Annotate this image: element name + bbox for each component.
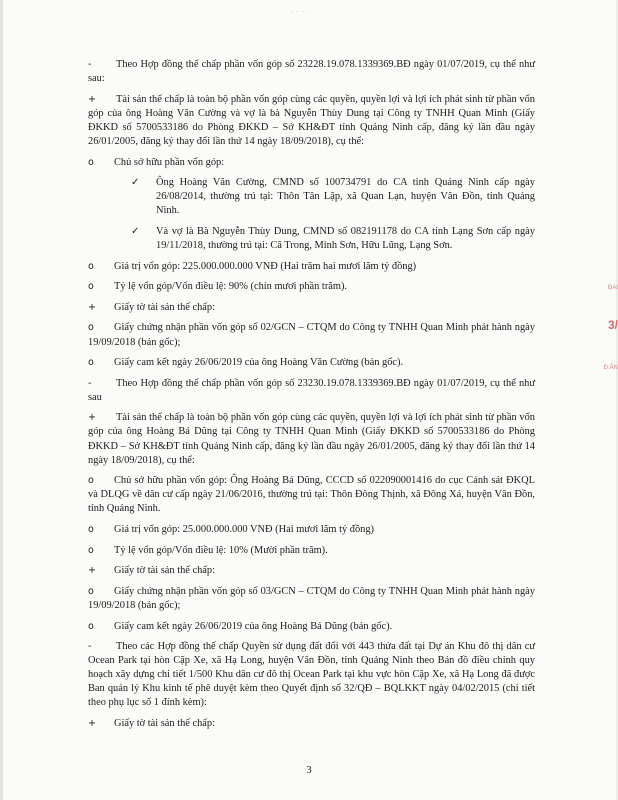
dash-bullet: - [88,59,92,70]
paragraph [88,356,535,370]
paragraph [88,156,535,170]
circle-bullet: o [88,260,94,272]
paragraph [88,640,535,710]
circle-bullet: o [88,156,94,168]
circle-bullet: o [88,475,94,487]
paragraph-text: Tài sản thế chấp là toàn bộ phần vốn góp cùng các quyền, quyền lợi và lợi ích phát sinh từ phần vốn góp của ông Hoàng Bá Dũng tại Công ty TNHH Quan Minh (Giấy ĐKKD số 5700533186 do Phòng ĐKKD – Sở KH&ĐT tỉnh Quảng Ninh cấp, đăng ký lần đầu ngày 26/01/2005, đăng ký thay đổi lần thứ 14 ngày 18/09/2018), cụ thể: [88,412,535,466]
paragraph [88,176,535,218]
plus-bullet: + [88,93,96,105]
paragraph-text: Theo Hợp đồng thế chấp phần vốn góp số 23230.19.078.1339369.BĐ ngày 01/07/2019, cụ thể như sau [88,377,535,403]
top-mark: · · · · [290,8,312,16]
paragraph [88,585,535,613]
paragraph-text: Giấy tờ tài sản thế chấp: [114,565,215,577]
paragraph-text: Tài sản thế chấp là toàn bộ phần vốn góp cùng các quyền, quyền lợi và lợi ích phát sinh từ phần vốn góp của ông Hoàng Văn Cường và vợ là bà Nguyễn Thùy Dung tại Công ty TNHH Quan Minh (Giấy ĐKKD số 5700533186 do Phòng ĐKKD – Sở KH&ĐT tỉnh Quảng Ninh cấp, đăng ký lần đầu ngày 26/01/2005, đăng ký thay đổi lần thứ 14 ngày 18/09/2018), cụ thể: [88,93,535,147]
paragraph [88,717,535,731]
plus-bullet: + [88,565,96,577]
circle-bullet: o [88,322,94,334]
paragraph-text: Giấy tờ tài sản thế chấp: [114,301,215,313]
dash-bullet: - [88,641,92,653]
paragraph [88,280,535,294]
paragraph-text: Tỷ lệ vốn góp/Vốn điều lệ: 90% (chín mươi phần trăm). [114,281,348,293]
plus-bullet: + [88,718,96,730]
paragraph [88,474,535,516]
paragraph-text: Tỷ lệ vốn góp/Vốn điều lệ: 10% (Mười phần trăm). [114,544,328,556]
paragraph-text: Giấy cam kết ngày 26/06/2019 của ông Hoàng Bá Dũng (bản gốc). [114,620,393,632]
circle-bullet: o [88,585,94,597]
paragraph [88,377,535,405]
plus-bullet: + [88,301,96,313]
paragraph [88,58,535,86]
circle-bullet: o [88,524,94,536]
paragraph-text: Theo Hợp đồng thế chấp phần vốn góp số 23228.19.078.1339369.BĐ ngày 01/07/2019, cụ thể như sau: [88,59,535,85]
plus-bullet: + [88,412,96,424]
circle-bullet: o [88,357,94,369]
margin-stamp-3: Đ.ÂN [603,365,618,371]
paragraph [88,301,535,315]
scan-left-edge [0,0,3,800]
checkmark-bullet: ✓ [131,225,140,237]
paragraph-text: Ông Hoàng Văn Cường, CMND số 100734791 do CA tỉnh Quảng Ninh cấp ngày 26/08/2014, thường trú tại: Thôn Tân Lập, xã Quan Lạn, huyện Vân Đồn, tỉnh Quảng Ninh. [156,177,535,217]
paragraph-text: Giá trị vốn góp: 225.000.000.000 VNĐ (Hai trăm hai mươi lăm tỷ đồng) [114,260,417,272]
paragraph [88,321,535,349]
paragraph-text: Theo các Hợp đồng thế chấp Quyền sử dụng đất đối với 443 thửa đất tại Dự án Khu đô thị dân cư Ocean Park tại hòn Cặp Xe, xã Hạ Long, huyện Vân Đồn, tỉnh Quảng Ninh theo Bản đồ điều chỉnh quy hoạch xây dựng chi tiết 1/500 Khu dân cư đô thị Ocean Park tại khu vực hòn Cặp Xe, xã Hạ Long đã được Ban quản lý Khu kinh tế phê duyệt kèm theo Quyết định số 32/QĐ – BQLKKT ngày 04/02/2015 (chi tiết theo phụ lục số 1 đính kèm): [88,641,535,709]
paragraph [88,93,535,149]
paragraph-text: Chủ sở hữu phần vốn góp: [114,156,225,168]
paragraph [88,260,535,274]
paragraph [88,564,535,578]
paragraph-text: Giấy cam kết ngày 26/06/2019 của ông Hoàng Văn Cường (bản gốc). [114,357,404,369]
paragraph [88,523,535,537]
paragraph-text: Giấy chứng nhận phần vốn góp số 03/GCN – CTQM do Công ty TNHH Quan Minh phát hành ngày 19/09/2018 (bản gốc); [88,585,535,611]
circle-bullet: o [88,281,94,293]
document-body [88,58,535,738]
margin-stamp-2: 3/ [607,318,618,332]
paragraph [88,411,535,467]
paragraph-text: Và vợ là Bà Nguyễn Thùy Dung, CMND số 082191178 do CA tỉnh Lạng Sơn cấp ngày 19/11/2018, thường trú tại: Cã Trong, Minh Sơn, Hữu Lũng, Lạng Sơn. [156,225,535,252]
paragraph [88,225,535,253]
circle-bullet: o [88,620,94,632]
checkmark-bullet: ✓ [131,177,140,189]
paragraph [88,544,535,558]
margin-stamp-1: ĐAI [607,285,618,291]
page-number: 3 [306,765,312,776]
paragraph-text: Giấy chứng nhận phần vốn góp số 02/GCN – CTQM do Công ty TNHH Quan Minh phát hành ngày 19/09/2018 (bản gốc); [88,322,535,348]
paragraph [88,620,535,634]
paragraph-text: Chủ sở hữu phần vốn góp: Ông Hoàng Bá Dũng, CCCD số 022090001416 do cục Cảnh sát ĐKQL và DLQG về dân cư cấp ngày 21/06/2016, thường trú tại: Thôn Đông Thịnh, xã Đông Xá, huyện Vân Đồn, tỉnh Quảng Ninh. [88,475,535,515]
paragraph-text: Giấy tờ tài sản thế chấp: [114,718,215,730]
dash-bullet: - [88,377,92,389]
paragraph-text: Giá trị vốn góp: 25.000.000.000 VNĐ (Hai mươi lăm tỷ đồng) [114,524,374,536]
circle-bullet: o [88,544,94,556]
